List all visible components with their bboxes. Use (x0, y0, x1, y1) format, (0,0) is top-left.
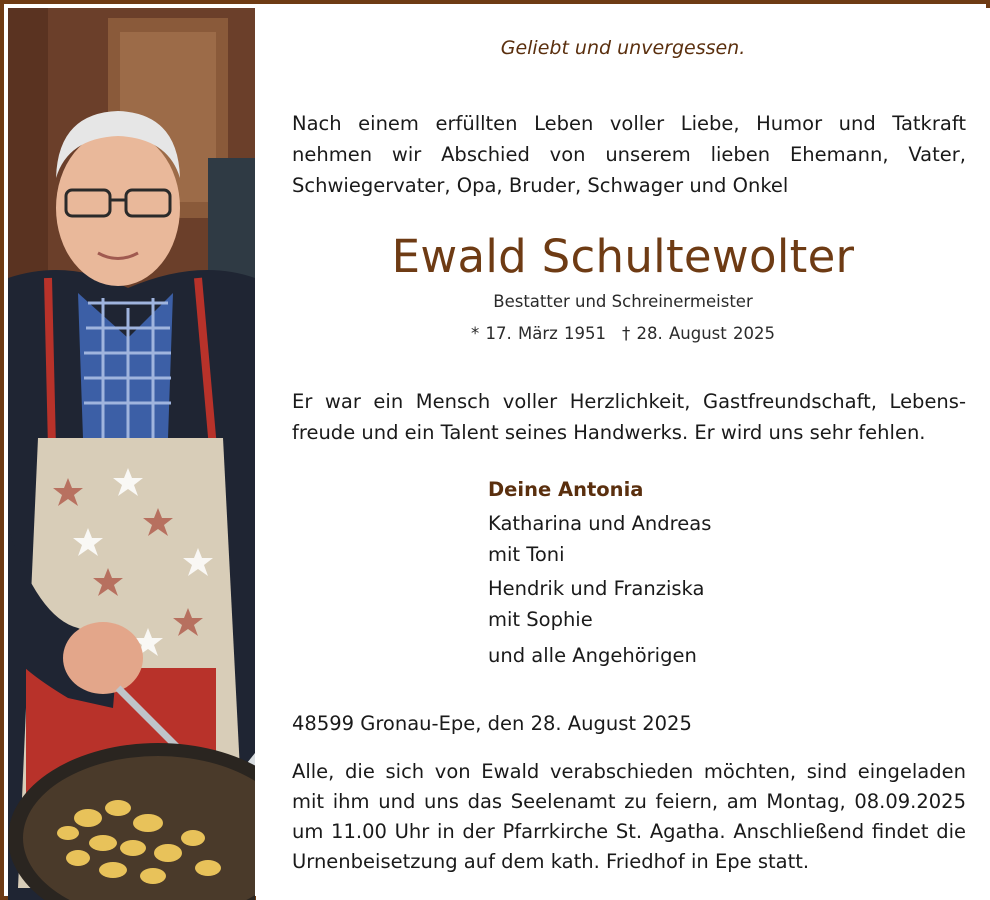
deceased-profession: Bestatter und Schreinermeister (493, 292, 753, 311)
portrait-photo (8, 8, 255, 900)
mourner-lead: Deine Antonia (488, 478, 644, 501)
mourner-line: Hendrik und Franziska (488, 577, 705, 600)
invitation-paragraph: Alle, die sich von Ewald verabschieden möchten, sind eingeladen mit ihm und uns das Seelenamt zu feiern, am Montag, 08.09.2025 um 11.00 Uhr in der Pfarrkirche St. Agatha. Anschließend findet die Urnenbeisetzung auf dem kath. Friedhof in Epe statt. (292, 760, 966, 873)
life-dates (256, 324, 990, 343)
character-paragraph: Er war ein Mensch voller Herzlichkeit, Gastfreundschaft, Lebens-freude und ein Talent seines Handwerks. Er wird uns sehr fehlen. (292, 390, 966, 444)
mourner-line: mit Toni (488, 543, 565, 566)
mourner-line: Katharina und Andreas (488, 512, 712, 535)
mourner-family-2 (488, 573, 711, 635)
mourner-line: mit Sophie (488, 608, 593, 631)
mourner-family-1 (488, 508, 711, 570)
place-date: 48599 Gronau-Epe, den 28. August 2025 (292, 712, 692, 735)
deceased-name: Ewald Schultewolter (391, 230, 855, 283)
birth-date: * 17. März 1951 (471, 324, 607, 343)
mourner-others: und alle Angehörigen (488, 644, 697, 667)
motto: Geliebt und unvergessen. (500, 37, 746, 59)
intro-paragraph: Nach einem erfüllten Leben voller Liebe, Humor und Tatkraft nehmen wir Abschied von unserem lieben Ehemann, Vater, Schwiegervater, Opa, Bruder, Schwager und Onkel (292, 112, 966, 197)
mourners-list (488, 474, 711, 671)
death-date: † 28. August 2025 (622, 324, 775, 343)
obituary-text (256, 8, 990, 900)
